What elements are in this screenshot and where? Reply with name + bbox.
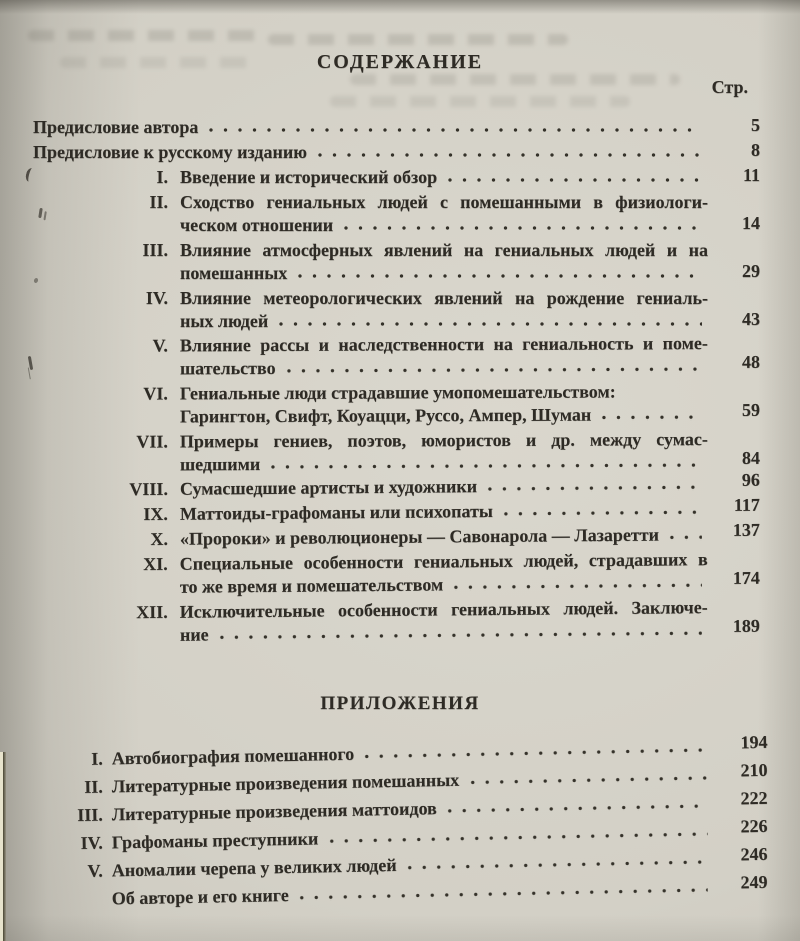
show-through-ghosting [28, 30, 258, 41]
appendix-title: ПРИЛОЖЕНИЯ [320, 693, 480, 714]
toc-entry-page: 5 [751, 115, 760, 135]
toc-entry-numeral: II. [149, 192, 168, 212]
dot-leader [294, 267, 702, 283]
toc-entry-body [180, 380, 708, 428]
toc-entry-numeral: VIII. [129, 478, 168, 500]
toc-entry-numeral: III. [142, 240, 168, 260]
toc-entry [33, 239, 760, 285]
page-column-header: Стр. [711, 77, 748, 97]
show-through-ghosting [268, 34, 568, 45]
toc-entry-title: Предисловие к русскому изданию [33, 142, 307, 162]
toc-entry [33, 141, 760, 164]
appendix-entry-page: 210 [740, 759, 768, 781]
toc-entry-title: «Пророки» и революционеры — Савонарола — Лазаретти [179, 524, 660, 549]
toc-entry [33, 191, 760, 237]
appendix-entry-numeral [28, 910, 112, 912]
toc-entry [33, 116, 760, 139]
toc-entry-title: Маттоиды-графоманы или психопаты [179, 500, 494, 524]
dot-leader [296, 881, 708, 905]
toc-list [0, 116, 800, 648]
toc-entry-title-continued: ных людей [180, 311, 269, 331]
appendix-entry-page: 222 [740, 787, 768, 809]
dot-leader [361, 741, 708, 764]
toc-entry-body [180, 428, 708, 476]
toc-entry-numeral: V. [152, 335, 168, 356]
appendix-entry-numeral: I. [91, 748, 103, 769]
toc-entry-title: Сумасшедшие артисты и художники [179, 476, 478, 499]
appendix-entry-page: 194 [740, 731, 768, 753]
toc-entry-body [180, 287, 708, 333]
toc-entry-page: 14 [742, 213, 760, 233]
dot-leader [205, 121, 702, 137]
appendix-entry-numeral: II. [84, 776, 103, 797]
toc-entry-body [180, 191, 708, 237]
toc-entry-numeral: X. [150, 528, 168, 549]
page-edge [0, 752, 8, 941]
toc-entry [33, 380, 760, 429]
appendix-entry-numeral: IV. [80, 832, 103, 853]
appendix-entry-numeral: V. [87, 860, 103, 881]
toc-entry-title: Влияние метеорологических явлений на рождение гениаль- [180, 288, 708, 308]
toc-entry-title-continued: ческом отношении [180, 215, 334, 235]
toc-entry-title-continued: то же время и помешательством [179, 574, 444, 597]
toc-entry-title-continued: Гарингтон, Свифт, Коуацци, Руссо, Ампер, Шуман [179, 404, 592, 427]
toc-entry [33, 494, 760, 527]
toc-entry-numeral: VI. [143, 383, 168, 404]
toc-entry-title-continued: шательство [179, 357, 276, 379]
toc-entry [33, 548, 760, 600]
appendix-list [0, 731, 800, 912]
toc-entry-title-continued: ние [179, 624, 209, 645]
toc-entry-title: Влияние атмосферных явлений на гениальных людей и на [180, 240, 708, 260]
toc-entry-title-continued: помешанных [180, 263, 288, 283]
toc-entry-page: 96 [741, 469, 760, 490]
toc-entry-title-continued: шедшими [179, 454, 261, 475]
appendix-entry-page: 246 [740, 843, 768, 865]
toc-entry-title: Введение и исторический обзор [180, 167, 438, 187]
toc-entry-title: Предисловие автора [33, 117, 199, 137]
dot-leader [466, 769, 708, 790]
toc-entry-numeral: IX. [143, 503, 168, 525]
dot-leader [450, 576, 702, 594]
toc-entry-body [180, 239, 708, 285]
dot-leader [598, 408, 702, 424]
toc-entry-page: 59 [741, 399, 760, 420]
appendix-entry-numeral: III. [77, 804, 103, 826]
toc-entry-numeral: I. [156, 167, 168, 187]
toc-entry-numeral: XI. [143, 553, 168, 575]
appendix-entry-title: Литературные произведения маттоидов [111, 798, 437, 825]
appendix-entry-title: Литературные произведения помешанных [111, 769, 460, 797]
appendix-entry-title: Автобиография помешанного [111, 743, 355, 769]
toc-entry-numeral: XII. [136, 601, 168, 623]
toc-entry-page: 84 [741, 447, 760, 468]
toc-entry-page: 48 [741, 351, 760, 372]
dot-leader [275, 315, 702, 331]
toc-entry-title: Специальные особенности гениальных людей, страдавших в [179, 549, 708, 574]
dot-leader [314, 146, 702, 162]
show-through-ghosting [330, 96, 630, 107]
toc-entry-numeral: VII. [136, 431, 168, 452]
dot-leader [444, 171, 702, 187]
toc-entry-page: 174 [732, 567, 760, 588]
dot-leader [267, 456, 702, 474]
toc-entry-title: Влияние рассы и наследственности на гениальность и поме- [179, 333, 708, 356]
dot-leader [325, 825, 708, 848]
toc-entry-page: 189 [732, 615, 760, 636]
page-title: СОДЕРЖАНИЕ [316, 51, 484, 73]
toc-entry [33, 428, 760, 477]
appendix-entry-title: Графоманы преступники [111, 828, 319, 853]
toc-entry-page: 8 [751, 140, 760, 160]
dot-leader [484, 478, 702, 496]
toc-entry [33, 519, 760, 552]
toc-entry [33, 332, 760, 381]
toc-entry-body [180, 548, 708, 599]
toc-entry-title: Примеры гениев, поэтов, юмористов и др. между сумас- [179, 429, 708, 452]
toc-entry-page: 29 [742, 261, 760, 281]
toc-entry-body [180, 596, 708, 647]
toc-entry-page: 43 [742, 309, 760, 329]
appendix-entry-title: Аномалии черепа у великих людей [111, 854, 397, 881]
toc-entry-page: 137 [732, 519, 760, 540]
show-through-ghosting [350, 74, 680, 85]
toc-entry-page: 117 [733, 494, 760, 515]
dot-leader [216, 624, 702, 644]
appendix-entry-page: 226 [740, 815, 768, 837]
toc-entry [33, 469, 760, 502]
toc-entry [33, 166, 760, 189]
toc-entry [33, 287, 760, 333]
dot-leader [403, 853, 707, 875]
dot-leader [500, 503, 702, 521]
appendix-entry-title: Об авторе и его книге [111, 884, 289, 909]
show-through-ghosting [60, 57, 260, 68]
toc-entry-body [180, 332, 708, 380]
toc-entry-page: 11 [742, 165, 760, 185]
toc-entry-title: Сходство гениальных людей с помешанными в физиологи- [180, 192, 708, 212]
dot-leader [666, 528, 702, 544]
appendix-entry-page: 249 [740, 871, 768, 893]
dot-leader [283, 360, 702, 378]
toc-entry [33, 596, 760, 648]
toc-entry-title: Исключительные особенности гениальных людей. Заключе- [179, 597, 708, 622]
toc-entry-numeral: IV. [145, 288, 168, 308]
dot-leader [444, 797, 708, 818]
dot-leader [340, 219, 702, 235]
toc-entry-title: Гениальные люди страдавшие умопомешательством: [179, 381, 616, 404]
